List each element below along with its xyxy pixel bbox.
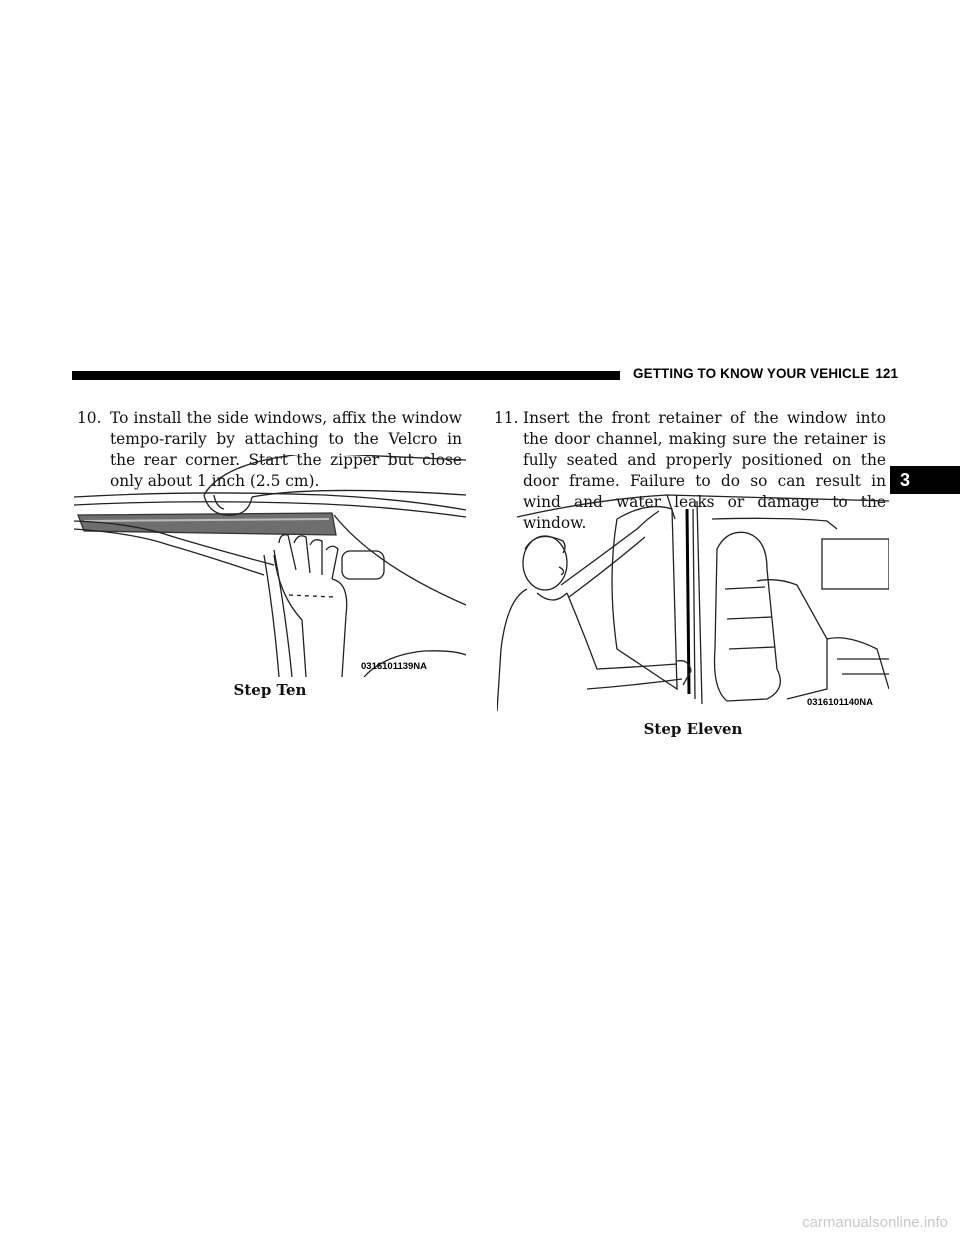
figure-caption: Step Ten xyxy=(233,681,307,699)
figure-code: 0316101139NA xyxy=(361,661,428,672)
step-number: 10. xyxy=(77,409,102,427)
section-title: GETTING TO KNOW YOUR VEHICLE xyxy=(633,366,870,381)
step-text: To install the side windows, affix the window tempo-rarily by attaching to the Velcro in the rear corner. Start the zipper but close only about 1 inch (2.5 cm). xyxy=(110,409,462,490)
header-rule xyxy=(72,371,620,380)
hand-zipper-illustration xyxy=(74,455,466,677)
running-header xyxy=(633,366,898,381)
chapter-tab: 3 xyxy=(890,466,960,494)
figure-caption: Step Eleven xyxy=(643,720,743,738)
man-installing-window-illustration xyxy=(497,489,889,711)
step-number: 11. xyxy=(494,409,519,427)
page-number: 121 xyxy=(875,366,899,381)
step-text: Insert the front retainer of the window into the door channel, making sure the retainer is fully seated and properly positioned on the door frame. Failure to do so can result in wind and water leaks or damage to the window. xyxy=(523,409,886,532)
watermark: carmanualsonline.info xyxy=(802,1214,948,1231)
figure-code: 0316101140NA xyxy=(807,697,874,708)
